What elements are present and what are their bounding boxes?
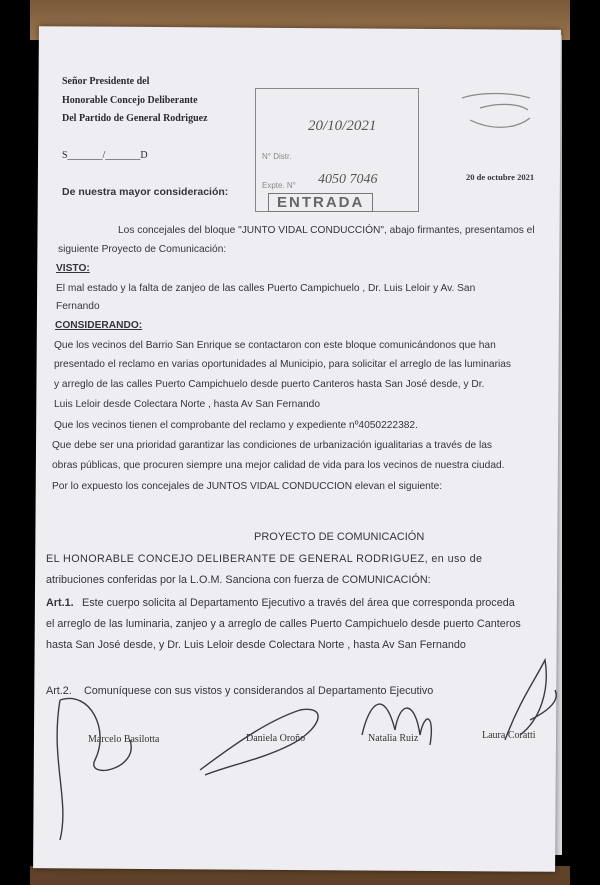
entrada-stamp: ENTRADA xyxy=(268,193,373,212)
intro-line2: siguiente Proyecto de Comunicación: xyxy=(58,244,227,255)
greeting: De nuestra mayor consideración: xyxy=(62,186,229,198)
considerando-line4: Luis Leloir desde Colectara Norte , hasta Av San Fernando xyxy=(54,399,320,410)
considerando-line3: y arreglo de las calles Puerto Campichuelo desde puerto Canteros hasta San José desde, y Dr. xyxy=(54,379,485,390)
signature-stroke-1 xyxy=(57,698,131,840)
header-sd: S_______/_______D xyxy=(62,150,148,161)
signature-stroke-2 xyxy=(200,709,318,775)
proyecto-title: PROYECTO DE COMUNICACIÓN xyxy=(254,531,425,543)
considerando-line7: obras públicas, que procuren siempre una mejor calidad de vida para los vecinos de nuestra ciudad. xyxy=(52,460,505,471)
header-line1: Señor Presidente del xyxy=(62,76,150,87)
signature-name-1: Marcelo Basilotta xyxy=(88,734,160,745)
proyecto-line1: EL HONORABLE CONCEJO DELIBERANTE DE GENERAL RODRIGUEZ, en uso de xyxy=(46,553,483,565)
article1-label: Art.1. xyxy=(46,597,74,609)
stamp-expte-number: 4050 7046 xyxy=(318,172,378,187)
intro-line1: Los concejales del bloque "JUNTO VIDAL CONDUCCIÓN", abajo firmantes, presentamos el xyxy=(118,225,535,236)
considerando-line6: Que debe ser una prioridad garantizar las condiciones de urbanización igualitarias a través de las xyxy=(52,440,493,451)
visto-title: VISTO: xyxy=(56,263,90,274)
considerando-line1: Que los vecinos del Barrio San Enrique se contactaron con este bloque comunicándonos que han xyxy=(54,340,496,351)
considerando-title: CONSIDERANDO: xyxy=(55,320,143,331)
considerando-line8: Por lo expuesto los concejales de JUNTOS VIDAL CONDUCCION elevan el siguiente: xyxy=(52,481,443,492)
signature-name-4: Laura Coratti xyxy=(482,730,536,741)
stamp-date: 20/10/2021 xyxy=(308,118,377,134)
signature-stroke-4 xyxy=(505,660,556,740)
considerando-line2: presentado el reclamo en varias oportunidades al Municipio, para solicitar el arreglo de las luminarias xyxy=(54,359,511,370)
article2-label: Art.2. xyxy=(46,685,72,697)
article2-line1: Comuníquese con sus vistos y considerandos al Departamento Ejecutivo xyxy=(84,685,434,697)
article1-line1: Este cuerpo solicita al Departamento Ejecutivo a través del área que corresponda proceda xyxy=(82,597,515,609)
article1-line2: el arreglo de las luminaria, zanjeo y a arreglo de calles Puerto Campichuelo desde puerto Canteros xyxy=(46,618,521,630)
stamp-dist-label: N° Distr. xyxy=(262,152,292,161)
stamp-corner-mark xyxy=(462,94,530,128)
stamp-expte-label: Expte. N° xyxy=(262,181,296,190)
signature-stroke-3 xyxy=(362,704,431,745)
visto-line1: El mal estado y la falta de zanjeo de las calles Puerto Campichuelo , Dr. Luis Leloir y Av. San xyxy=(56,283,476,294)
signature-name-2: Daniela Oroño xyxy=(246,733,306,744)
header-line3: Del Partido de General Rodriguez xyxy=(62,113,208,124)
header-line2: Honorable Concejo Deliberante xyxy=(62,95,198,106)
proyecto-line2: atribuciones conferidas por la L.O.M. Sanciona con fuerza de COMUNICACIÓN: xyxy=(46,574,431,586)
considerando-line5: Que los vecinos tienen el comprobante del reclamo y expediente nº4050222382. xyxy=(54,420,418,431)
article1-line3: hasta San José desde, y Dr. Luis Leloir desde Colectara Norte , hasta Av San Fernando xyxy=(46,639,466,651)
document-date: 20 de octubre 2021 xyxy=(466,172,535,182)
signature-name-3: Natalia Ruiz xyxy=(368,733,419,744)
visto-line2: Fernando xyxy=(56,301,100,312)
